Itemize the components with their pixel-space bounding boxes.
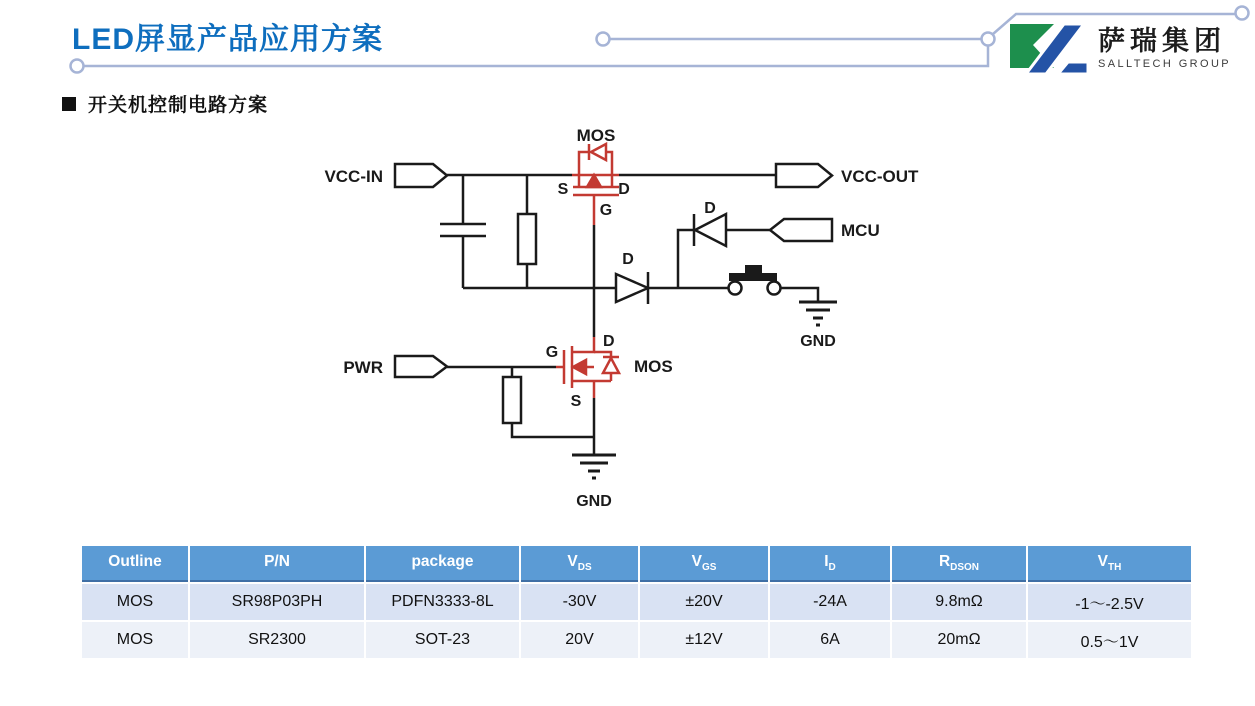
diode-mcu: [695, 214, 726, 246]
cell-vgs: ±12V: [640, 622, 768, 658]
cell-pn: SR98P03PH: [190, 584, 364, 620]
label-s-top: S: [557, 181, 569, 198]
bullet-square-icon: [62, 97, 76, 111]
label-pwr: PWR: [343, 358, 383, 377]
section-title: 开关机控制电路方案: [88, 95, 269, 116]
cell-rdson: 20mΩ: [892, 622, 1026, 658]
label-vcc-in: VCC-IN: [324, 167, 383, 186]
col-header-id: $I_D$: [770, 546, 890, 582]
label-d-mcu: D: [704, 200, 716, 217]
gnd-symbol-bottom: [572, 455, 616, 478]
port-mcu: [770, 219, 832, 241]
col-header-vgs: $V_{GS}$: [640, 546, 768, 582]
table-header-row: [82, 546, 1191, 582]
cell-pn: SR2300: [190, 622, 364, 658]
circuit-wires: [440, 175, 818, 455]
cell-vgs: ±20V: [640, 584, 768, 620]
logo-name-cn: 萨瑞集团: [1098, 26, 1226, 56]
table-row: [82, 584, 1191, 620]
gnd-symbol-top: [799, 302, 837, 325]
col-header-vds: $V_{DS}$: [521, 546, 638, 582]
cell-vds: -30V: [521, 584, 638, 620]
cell-id: -24A: [770, 584, 890, 620]
mosfet-spec-table: [80, 544, 1193, 660]
circuit-schematic: [300, 110, 930, 520]
cell-vth: 0.5～1V: [1028, 622, 1191, 658]
col-header-package: package: [366, 546, 519, 582]
port-vcc-out: [776, 164, 832, 187]
port-vcc-in: [395, 164, 447, 187]
label-mos-top: MOS: [576, 126, 616, 145]
label-gnd-bottom: GND: [576, 493, 612, 510]
cell-package: PDFN3333-8L: [366, 584, 519, 620]
label-s-bottom: S: [570, 393, 582, 410]
label-g-bottom: G: [545, 344, 559, 361]
cell-id: 6A: [770, 622, 890, 658]
label-d-mid: D: [622, 251, 634, 268]
cell-outline: MOS: [82, 622, 188, 658]
label-g-top: G: [599, 202, 613, 219]
table-row: [82, 622, 1191, 658]
col-header-rdson: $R_{DSON}$: [892, 546, 1026, 582]
label-gnd-top: GND: [800, 333, 836, 350]
col-header-pn: P/N: [190, 546, 364, 582]
label-d-top: D: [618, 181, 630, 198]
push-button: [729, 265, 781, 295]
logo-mark-icon: [1008, 22, 1090, 76]
col-header-outline: Outline: [82, 546, 188, 582]
cell-package: SOT-23: [366, 622, 519, 658]
label-mos-bottom: MOS: [634, 357, 673, 376]
label-d-bottom: D: [603, 333, 615, 350]
cell-vth: -1～-2.5V: [1028, 584, 1191, 620]
page-title: LED屏显产品应用方案: [72, 23, 383, 56]
label-vcc-out: VCC-OUT: [841, 167, 919, 186]
col-header-vth: $V_{TH}$: [1028, 546, 1191, 582]
logo-name-en: SALLTECH GROUP: [1098, 58, 1232, 70]
section-heading: [62, 90, 268, 117]
cell-vds: 20V: [521, 622, 638, 658]
cell-rdson: 9.8mΩ: [892, 584, 1026, 620]
cell-outline: MOS: [82, 584, 188, 620]
diode-mid: [616, 274, 648, 302]
port-pwr: [395, 356, 447, 377]
company-logo: [1008, 22, 1231, 76]
label-mcu: MCU: [841, 221, 880, 240]
